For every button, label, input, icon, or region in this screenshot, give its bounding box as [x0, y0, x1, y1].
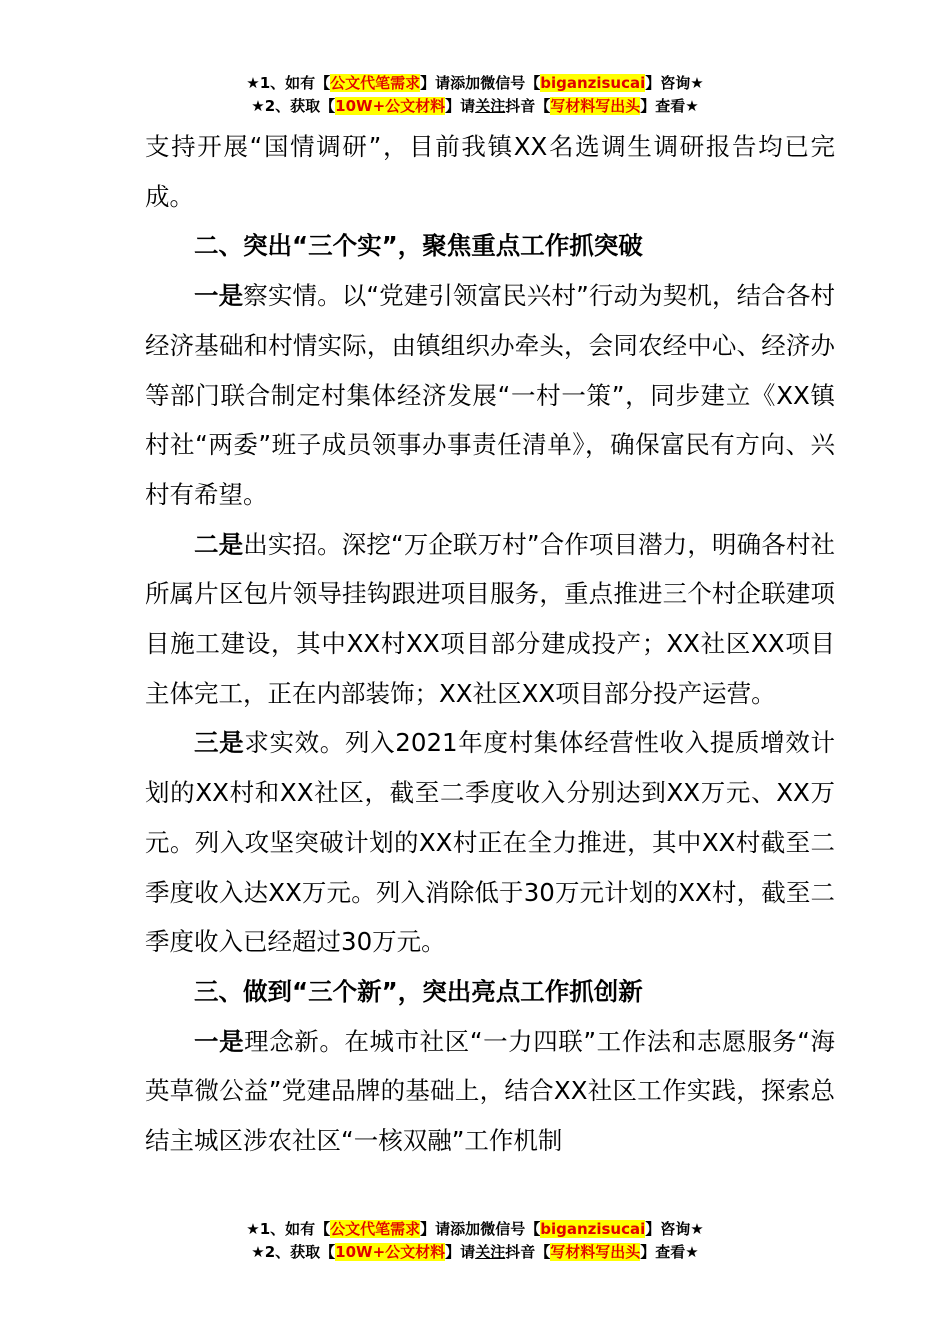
highlight-text: 公文代笔需求 [330, 1220, 421, 1238]
document-body [145, 122, 835, 1166]
wechat-id: biganzisucai [540, 1220, 646, 1238]
paragraph-lead: 一是 [194, 1026, 245, 1056]
paragraph-2: 二是出实招。深挖“万企联万村”合作项目潜力，明确各村社所属片区包片领导挂钩跟进项目服务，重点推进三个村企联建项目施工建设，其中XX村XX项目部分建成投产；XX社区XX项目主体完工，正在内部装饰；XX社区XX项目部分投产运营。 [145, 529, 836, 708]
highlight-text: 10W+公文材料 [335, 1243, 446, 1261]
wechat-id: biganzisucai [540, 74, 646, 92]
paragraph-4: 一是理念新。在城市社区“一力四联”工作法和志愿服务“海英草微公益”党建品牌的基础上，结合XX社区工作实践，探索总结主城区涉农社区“一核双融”工作机制 [145, 1026, 836, 1156]
footer-banner-line-2: ★2、获取【10W+公文材料】请关注抖音【写材料写出头】查看★ [251, 1243, 699, 1261]
paragraph-3: 三是求实效。列入2021年度村集体经营性收入提质增效计划的XX村和XX社区，截至二季度收入分别达到XX万元、XX万元。列入攻坚突破计划的XX村正在全力推进，其中XX村截至二季度收入达XX万元。列入消除低于30万元计划的XX村，截至二季度收入已经超过30万元。 [145, 728, 836, 957]
header-banner [0, 72, 950, 118]
section-heading-3: 三、做到“三个新”，突出亮点工作抓创新 [194, 976, 643, 1006]
paragraph-lead: 一是 [194, 281, 244, 311]
paragraph-continued: 支持开展“国情调研”，目前我镇XX名选调生调研报告均已完成。 [145, 132, 835, 211]
douyin-account: 写材料写出头 [550, 97, 641, 115]
header-banner-line-2: ★2、获取【10W+公文材料】请关注抖音【写材料写出头】查看★ [251, 97, 699, 115]
section-heading-2: 二、突出“三个实”，聚焦重点工作抓突破 [194, 231, 643, 261]
highlight-text: 10W+公文材料 [335, 97, 446, 115]
footer-banner-line-1: ★1、如有【公文代笔需求】请添加微信号【biganzisucai】咨询★ [246, 1220, 704, 1238]
header-banner-line-1: ★1、如有【公文代笔需求】请添加微信号【biganzisucai】咨询★ [246, 74, 704, 92]
footer-banner [0, 1218, 950, 1264]
paragraph-lead: 二是 [194, 529, 244, 559]
highlight-text: 公文代笔需求 [330, 74, 421, 92]
paragraph-lead: 三是 [194, 728, 245, 758]
paragraph-1: 一是察实情。以“党建引领富民兴村”行动为契机，结合各村经济基础和村情实际，由镇组织办牵头，会同农经中心、经济办等部门联合制定村集体经济发展“一村一策”，同步建立《XX镇村社“两委”班子成员领事办事责任清单》，确保富民有方向、兴村有希望。 [145, 281, 836, 509]
douyin-account: 写材料写出头 [550, 1243, 641, 1261]
